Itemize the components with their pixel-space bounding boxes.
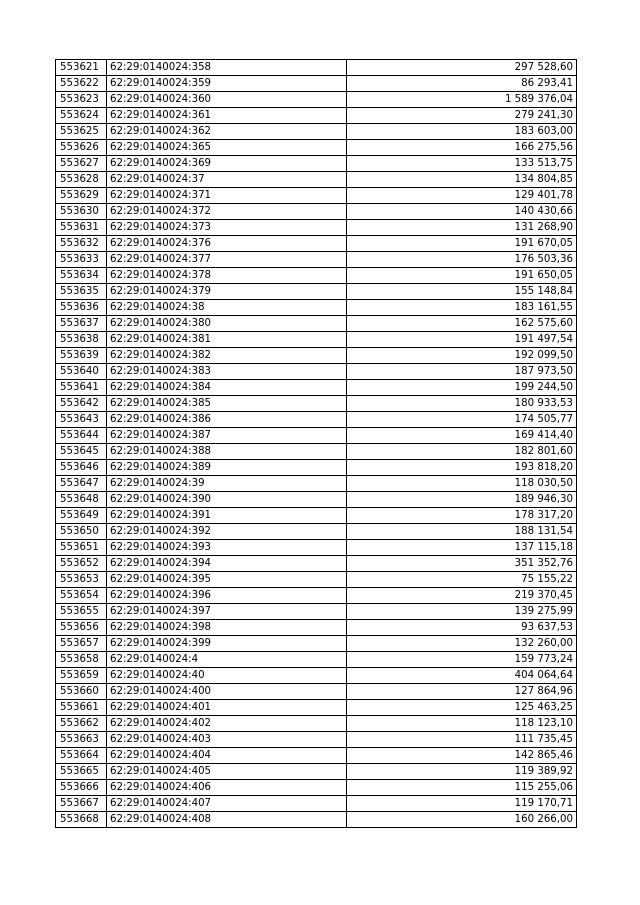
table-row [56,60,577,76]
row-number-cell: 553655 [56,604,107,620]
cadastral-value-cell: 174 505,77 [347,412,577,428]
cadastral-number-cell: 62:29:0140024:39 [107,476,347,492]
row-number-cell: 553626 [56,140,107,156]
row-number-cell: 553644 [56,428,107,444]
row-number-cell: 553631 [56,220,107,236]
table-row [56,732,577,748]
row-number-cell: 553623 [56,92,107,108]
cadastral-value-cell: 189 946,30 [347,492,577,508]
cadastral-value-cell: 119 389,92 [347,764,577,780]
cadastral-number-cell: 62:29:0140024:400 [107,684,347,700]
table-row [56,92,577,108]
cadastral-number-cell: 62:29:0140024:384 [107,380,347,396]
cadastral-value-cell: 140 430,66 [347,204,577,220]
cadastral-number-cell: 62:29:0140024:403 [107,732,347,748]
cadastral-number-cell: 62:29:0140024:380 [107,316,347,332]
row-number-cell: 553650 [56,524,107,540]
cadastral-number-cell: 62:29:0140024:394 [107,556,347,572]
cadastral-number-cell: 62:29:0140024:382 [107,348,347,364]
cadastral-number-cell: 62:29:0140024:393 [107,540,347,556]
cadastral-number-cell: 62:29:0140024:392 [107,524,347,540]
row-number-cell: 553635 [56,284,107,300]
cadastral-number-cell: 62:29:0140024:40 [107,668,347,684]
table-row [56,300,577,316]
table-row [56,236,577,252]
cadastral-value-cell: 159 773,24 [347,652,577,668]
table-row [56,268,577,284]
row-number-cell: 553652 [56,556,107,572]
cadastral-value-cell: 191 650,05 [347,268,577,284]
table-row [56,124,577,140]
table-row [56,524,577,540]
row-number-cell: 553647 [56,476,107,492]
cadastral-value-cell: 132 260,00 [347,636,577,652]
cadastral-value-cell: 176 503,36 [347,252,577,268]
cadastral-value-cell: 193 818,20 [347,460,577,476]
table-row [56,348,577,364]
cadastral-number-cell: 62:29:0140024:372 [107,204,347,220]
cadastral-value-cell: 115 255,06 [347,780,577,796]
cadastral-number-cell: 62:29:0140024:361 [107,108,347,124]
row-number-cell: 553658 [56,652,107,668]
cadastral-number-cell: 62:29:0140024:360 [107,92,347,108]
cadastral-value-cell: 139 275,99 [347,604,577,620]
table-row [56,252,577,268]
row-number-cell: 553639 [56,348,107,364]
table-row [56,588,577,604]
cadastral-number-cell: 62:29:0140024:365 [107,140,347,156]
row-number-cell: 553627 [56,156,107,172]
cadastral-value-cell: 118 030,50 [347,476,577,492]
cadastral-value-cell: 187 973,50 [347,364,577,380]
row-number-cell: 553664 [56,748,107,764]
cadastral-value-cell: 160 266,00 [347,812,577,828]
table-row [56,700,577,716]
table-row [56,620,577,636]
cadastral-number-cell: 62:29:0140024:388 [107,444,347,460]
cadastral-number-cell: 62:29:0140024:405 [107,764,347,780]
table-row [56,716,577,732]
cadastral-value-cell: 279 241,30 [347,108,577,124]
table-row [56,492,577,508]
cadastral-number-cell: 62:29:0140024:381 [107,332,347,348]
cadastral-value-cell: 119 170,71 [347,796,577,812]
cadastral-number-cell: 62:29:0140024:362 [107,124,347,140]
cadastral-value-cell: 169 414,40 [347,428,577,444]
row-number-cell: 553662 [56,716,107,732]
cadastral-number-cell: 62:29:0140024:390 [107,492,347,508]
cadastral-number-cell: 62:29:0140024:408 [107,812,347,828]
cadastral-value-cell: 191 497,54 [347,332,577,348]
cadastral-value-cell: 133 513,75 [347,156,577,172]
cadastral-value-cell: 166 275,56 [347,140,577,156]
row-number-cell: 553640 [56,364,107,380]
cadastral-value-cell: 183 161,55 [347,300,577,316]
row-number-cell: 553657 [56,636,107,652]
table-row [56,332,577,348]
cadastral-value-cell: 134 804,85 [347,172,577,188]
table-row [56,556,577,572]
row-number-cell: 553636 [56,300,107,316]
row-number-cell: 553638 [56,332,107,348]
row-number-cell: 553629 [56,188,107,204]
cadastral-value-cell: 111 735,45 [347,732,577,748]
table-body [56,60,577,828]
cadastral-number-cell: 62:29:0140024:373 [107,220,347,236]
cadastral-value-cell: 182 801,60 [347,444,577,460]
cadastral-number-cell: 62:29:0140024:404 [107,748,347,764]
cadastral-value-cell: 191 670,05 [347,236,577,252]
row-number-cell: 553651 [56,540,107,556]
cadastral-value-cell: 142 865,46 [347,748,577,764]
row-number-cell: 553625 [56,124,107,140]
table-row [56,412,577,428]
cadastral-value-table [55,59,577,828]
table-row [56,796,577,812]
row-number-cell: 553649 [56,508,107,524]
row-number-cell: 553654 [56,588,107,604]
row-number-cell: 553661 [56,700,107,716]
cadastral-value-cell: 188 131,54 [347,524,577,540]
table-row [56,460,577,476]
table-row [56,508,577,524]
cadastral-value-cell: 129 401,78 [347,188,577,204]
cadastral-number-cell: 62:29:0140024:407 [107,796,347,812]
cadastral-number-cell: 62:29:0140024:391 [107,508,347,524]
cadastral-number-cell: 62:29:0140024:387 [107,428,347,444]
row-number-cell: 553634 [56,268,107,284]
cadastral-value-cell: 137 115,18 [347,540,577,556]
cadastral-value-cell: 219 370,45 [347,588,577,604]
row-number-cell: 553621 [56,60,107,76]
table-row [56,316,577,332]
cadastral-number-cell: 62:29:0140024:389 [107,460,347,476]
cadastral-number-cell: 62:29:0140024:397 [107,604,347,620]
table-row [56,380,577,396]
row-number-cell: 553668 [56,812,107,828]
row-number-cell: 553667 [56,796,107,812]
cadastral-value-cell: 183 603,00 [347,124,577,140]
row-number-cell: 553648 [56,492,107,508]
cadastral-value-cell: 199 244,50 [347,380,577,396]
cadastral-value-cell: 351 352,76 [347,556,577,572]
cadastral-value-cell: 404 064,64 [347,668,577,684]
table-row [56,684,577,700]
cadastral-number-cell: 62:29:0140024:377 [107,252,347,268]
cadastral-value-cell: 125 463,25 [347,700,577,716]
cadastral-value-cell: 86 293,41 [347,76,577,92]
cadastral-value-cell: 127 864,96 [347,684,577,700]
table-row [56,636,577,652]
row-number-cell: 553624 [56,108,107,124]
table-row [56,668,577,684]
cadastral-number-cell: 62:29:0140024:396 [107,588,347,604]
table-row [56,76,577,92]
cadastral-value-cell: 155 148,84 [347,284,577,300]
row-number-cell: 553622 [56,76,107,92]
cadastral-value-cell: 178 317,20 [347,508,577,524]
cadastral-value-cell: 75 155,22 [347,572,577,588]
cadastral-number-cell: 62:29:0140024:406 [107,780,347,796]
cadastral-number-cell: 62:29:0140024:378 [107,268,347,284]
row-number-cell: 553659 [56,668,107,684]
table-row [56,444,577,460]
cadastral-value-cell: 118 123,10 [347,716,577,732]
table-row [56,572,577,588]
cadastral-number-cell: 62:29:0140024:401 [107,700,347,716]
table-row [56,540,577,556]
row-number-cell: 553630 [56,204,107,220]
table-row [56,604,577,620]
cadastral-number-cell: 62:29:0140024:369 [107,156,347,172]
row-number-cell: 553666 [56,780,107,796]
table-row [56,780,577,796]
cadastral-number-cell: 62:29:0140024:359 [107,76,347,92]
row-number-cell: 553628 [56,172,107,188]
cadastral-number-cell: 62:29:0140024:376 [107,236,347,252]
cadastral-number-cell: 62:29:0140024:358 [107,60,347,76]
table-row [56,220,577,236]
cadastral-value-cell: 180 933,53 [347,396,577,412]
table-row [56,156,577,172]
cadastral-number-cell: 62:29:0140024:37 [107,172,347,188]
row-number-cell: 553656 [56,620,107,636]
cadastral-value-cell: 192 099,50 [347,348,577,364]
table-row [56,108,577,124]
cadastral-number-cell: 62:29:0140024:395 [107,572,347,588]
table-row [56,428,577,444]
cadastral-value-cell: 93 637,53 [347,620,577,636]
row-number-cell: 553642 [56,396,107,412]
cadastral-number-cell: 62:29:0140024:383 [107,364,347,380]
cadastral-value-cell: 1 589 376,04 [347,92,577,108]
row-number-cell: 553645 [56,444,107,460]
table-row [56,652,577,668]
row-number-cell: 553665 [56,764,107,780]
cadastral-number-cell: 62:29:0140024:386 [107,412,347,428]
table-row [56,764,577,780]
row-number-cell: 553653 [56,572,107,588]
table-row [56,812,577,828]
cadastral-value-cell: 131 268,90 [347,220,577,236]
row-number-cell: 553633 [56,252,107,268]
row-number-cell: 553643 [56,412,107,428]
table-row [56,284,577,300]
row-number-cell: 553637 [56,316,107,332]
cadastral-number-cell: 62:29:0140024:402 [107,716,347,732]
table-row [56,396,577,412]
table-row [56,172,577,188]
cadastral-number-cell: 62:29:0140024:38 [107,300,347,316]
row-number-cell: 553663 [56,732,107,748]
cadastral-number-cell: 62:29:0140024:385 [107,396,347,412]
cadastral-value-cell: 162 575,60 [347,316,577,332]
cadastral-number-cell: 62:29:0140024:371 [107,188,347,204]
cadastral-value-cell: 297 528,60 [347,60,577,76]
table-row [56,204,577,220]
cadastral-number-cell: 62:29:0140024:398 [107,620,347,636]
row-number-cell: 553632 [56,236,107,252]
table-row [56,748,577,764]
cadastral-number-cell: 62:29:0140024:4 [107,652,347,668]
table-row [56,188,577,204]
table-row [56,476,577,492]
row-number-cell: 553641 [56,380,107,396]
cadastral-number-cell: 62:29:0140024:379 [107,284,347,300]
row-number-cell: 553646 [56,460,107,476]
cadastral-number-cell: 62:29:0140024:399 [107,636,347,652]
table-row [56,140,577,156]
row-number-cell: 553660 [56,684,107,700]
table-row [56,364,577,380]
